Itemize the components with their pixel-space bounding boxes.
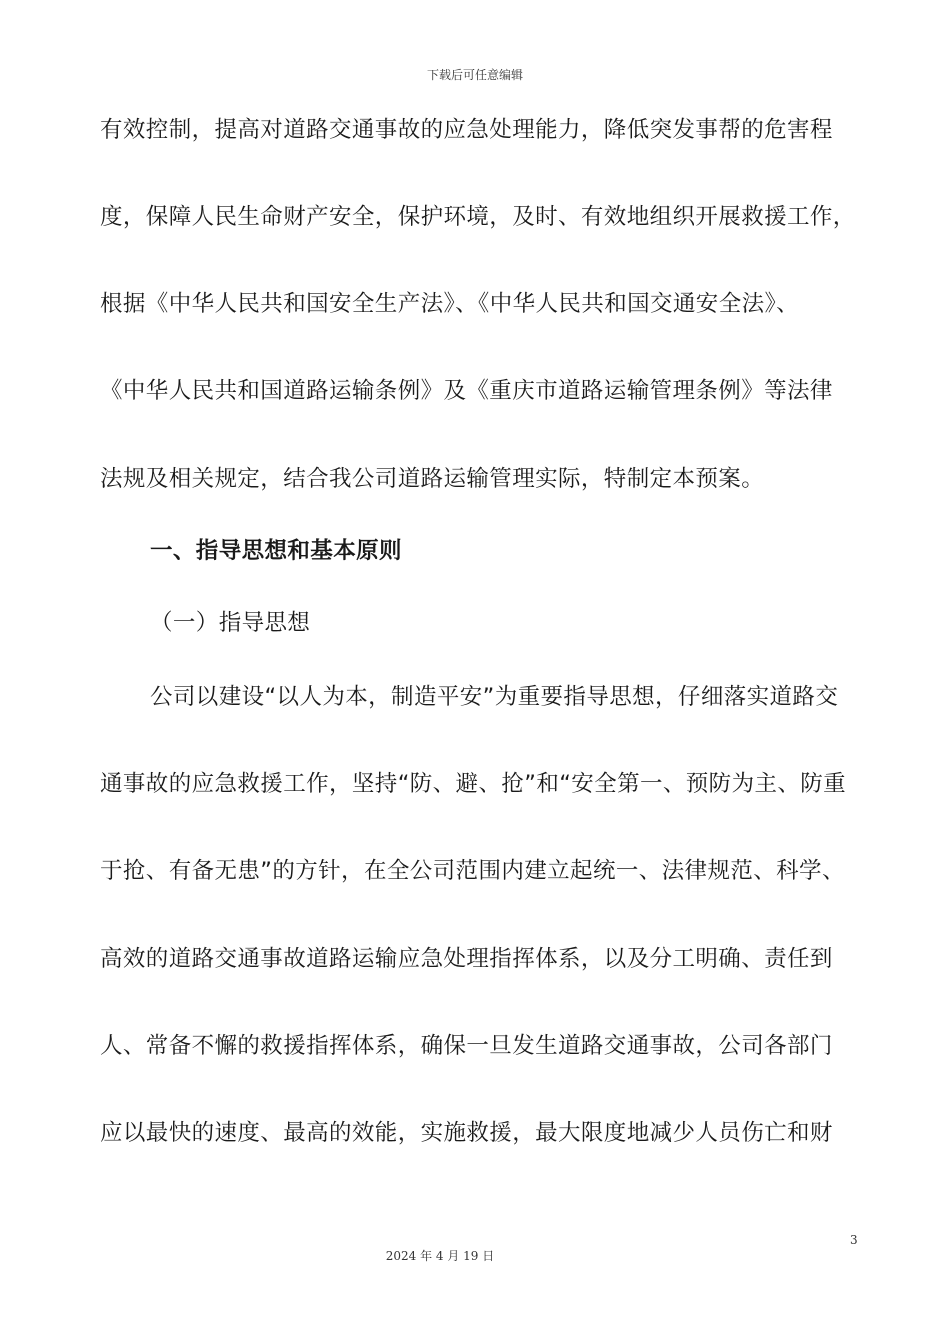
page-header: 下载后可任意编辑 [426,68,523,82]
body-line: 度，保障人民生命财产安全，保护环境，及时、有效地组织开展救援工作， [100,204,856,230]
body-line: 法规及相关规定，结合我公司道路运输管理实际，特制定本预案。 [100,466,765,492]
footer-date: 2024 年 4 月 19 日 [385,1249,495,1263]
section-heading: 一、指导思想和基本原则 [150,538,402,564]
paragraph-line: 于抢、有备无患”的方针，在全公司范围内建立起统一、法律规范、科学、 [100,858,845,884]
body-line: 《中华人民共和国道路运输条例》及《重庆市道路运输管理条例》等法律 [100,378,833,404]
subsection-heading: （一）指导思想 [150,610,311,636]
paragraph-line: 应以最快的速度、最高的效能，实施救援，最大限度地减少人员伤亡和财 [100,1120,833,1146]
body-line: 根据《中华人民共和国安全生产法》、《中华人民共和国交通安全法》、 [100,291,800,317]
paragraph-line: 人、常备不懈的救援指挥体系，确保一旦发生道路交通事故，公司各部门 [100,1033,833,1059]
body-line: 有效控制，提高对道路交通事故的应急处理能力，降低突发事帮的危害程 [100,117,833,143]
page-number: 3 [850,1233,858,1247]
paragraph-line: 高效的道路交通事故道路运输应急处理指挥体系，以及分工明确、责任到 [100,946,833,972]
paragraph-line: 公司以建设“以人为本，制造平安”为重要指导思想，仔细落实道路交 [150,684,839,710]
paragraph-line: 通事故的应急救援工作，坚持“防、避、抢”和“安全第一、预防为主、防重 [100,771,847,797]
